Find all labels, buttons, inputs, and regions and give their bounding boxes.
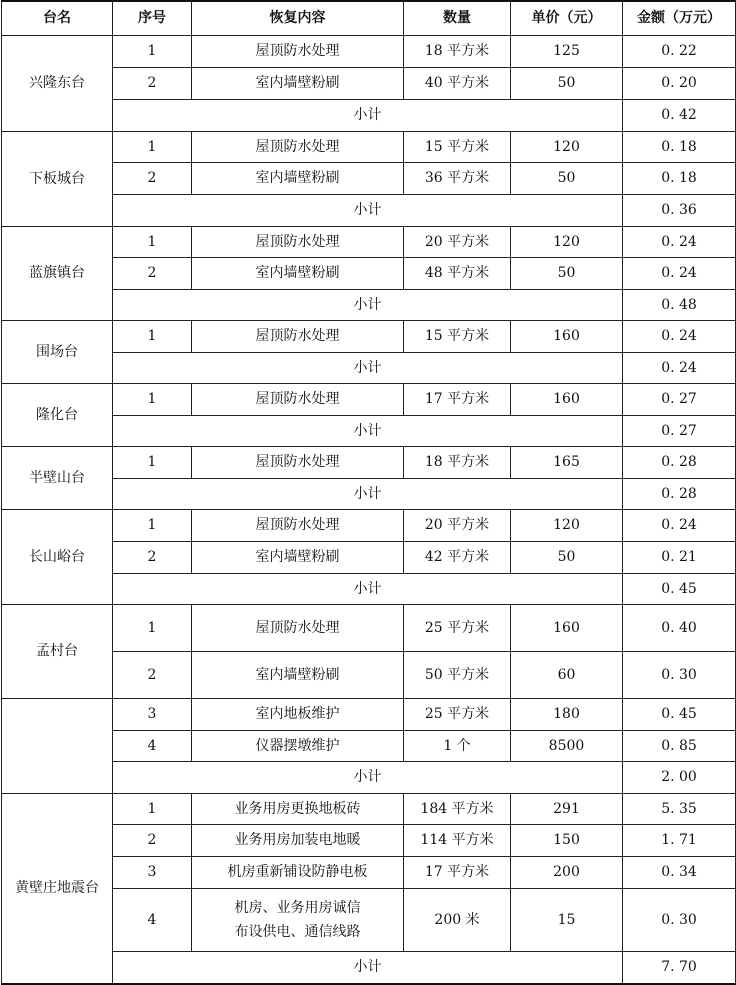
- table-row: [2, 509, 736, 541]
- station-name: 下板城台: [2, 131, 113, 226]
- qty-cell: 48 平方米: [404, 257, 511, 289]
- price-cell: 180: [511, 698, 623, 730]
- content-cell: 室内墙壁粉刷: [192, 541, 404, 573]
- station-name: [2, 698, 113, 793]
- header-station: 台名: [2, 1, 113, 35]
- subtotal-row: [2, 289, 736, 320]
- header-row: [2, 1, 736, 35]
- subtotal-row: [2, 352, 736, 383]
- amount-cell: 5. 35: [623, 793, 736, 824]
- seq-cell: 1: [113, 320, 192, 352]
- seq-cell: 1: [113, 35, 192, 67]
- qty-cell: 50 平方米: [404, 651, 511, 698]
- amount-cell: 0. 30: [623, 651, 736, 698]
- table-row: [2, 604, 736, 651]
- qty-cell: 25 平方米: [404, 604, 511, 651]
- seq-cell: 1: [113, 446, 192, 478]
- qty-cell: 15 平方米: [404, 320, 511, 352]
- subtotal-label: 小计: [113, 415, 623, 446]
- qty-cell: 20 平方米: [404, 226, 511, 257]
- amount-cell: 1. 71: [623, 824, 736, 856]
- header-content: 恢复内容: [192, 1, 404, 35]
- subtotal-row: [2, 573, 736, 604]
- table-row: [2, 226, 736, 257]
- price-cell: 150: [511, 824, 623, 856]
- qty-cell: 114 平方米: [404, 824, 511, 856]
- qty-cell: 17 平方米: [404, 383, 511, 415]
- table-row: [2, 383, 736, 415]
- subtotal-amount: 0. 42: [623, 99, 736, 131]
- subtotal-label: 小计: [113, 478, 623, 509]
- subtotal-amount: 0. 24: [623, 352, 736, 383]
- price-cell: 50: [511, 257, 623, 289]
- table-row: [2, 824, 736, 856]
- qty-cell: 25 平方米: [404, 698, 511, 730]
- subtotal-amount: 0. 48: [623, 289, 736, 320]
- subtotal-row: [2, 415, 736, 446]
- amount-cell: 0. 18: [623, 131, 736, 162]
- price-cell: 165: [511, 446, 623, 478]
- amount-cell: 0. 24: [623, 320, 736, 352]
- subtotal-label: 小计: [113, 194, 623, 226]
- content-cell: 仪器摆墩维护: [192, 730, 404, 761]
- content-cell: 屋顶防水处理: [192, 509, 404, 541]
- seq-cell: 1: [113, 226, 192, 257]
- table-row: [2, 67, 736, 99]
- seq-cell: 2: [113, 257, 192, 289]
- price-cell: 15: [511, 888, 623, 951]
- subtotal-row: [2, 951, 736, 984]
- subtotal-label: 小计: [113, 573, 623, 604]
- seq-cell: 1: [113, 509, 192, 541]
- table-row: [2, 698, 736, 730]
- content-cell: 屋顶防水处理: [192, 131, 404, 162]
- price-cell: 160: [511, 604, 623, 651]
- subtotal-amount: 7. 70: [623, 951, 736, 984]
- amount-cell: 0. 22: [623, 35, 736, 67]
- qty-cell: 17 平方米: [404, 856, 511, 888]
- price-cell: 291: [511, 793, 623, 824]
- table-row: [2, 162, 736, 194]
- cost-table: [1, 0, 736, 985]
- subtotal-label: 小计: [113, 951, 623, 984]
- amount-cell: 0. 34: [623, 856, 736, 888]
- station-name: 围场台: [2, 320, 113, 383]
- qty-cell: 200 米: [404, 888, 511, 951]
- seq-cell: 3: [113, 698, 192, 730]
- amount-cell: 0. 28: [623, 446, 736, 478]
- content-cell: 屋顶防水处理: [192, 35, 404, 67]
- seq-cell: 1: [113, 131, 192, 162]
- subtotal-row: [2, 99, 736, 131]
- price-cell: 160: [511, 320, 623, 352]
- amount-cell: 0. 40: [623, 604, 736, 651]
- subtotal-row: [2, 761, 736, 793]
- station-name: 长山峪台: [2, 509, 113, 604]
- station-name: 半壁山台: [2, 446, 113, 509]
- header-seq: 序号: [113, 1, 192, 35]
- table-row: [2, 35, 736, 67]
- seq-cell: 2: [113, 541, 192, 573]
- subtotal-amount: 0. 27: [623, 415, 736, 446]
- price-cell: 50: [511, 541, 623, 573]
- amount-cell: 0. 45: [623, 698, 736, 730]
- seq-cell: 2: [113, 651, 192, 698]
- qty-cell: 42 平方米: [404, 541, 511, 573]
- station-name: 孟村台: [2, 604, 113, 698]
- station-name: 黄壁庄地震台: [2, 793, 113, 984]
- content-cell: 机房重新铺设防静电板: [192, 856, 404, 888]
- table-row: [2, 888, 736, 951]
- content-cell: 室内地板维护: [192, 698, 404, 730]
- qty-cell: 184 平方米: [404, 793, 511, 824]
- table-row: [2, 651, 736, 698]
- seq-cell: 2: [113, 824, 192, 856]
- amount-cell: 0. 24: [623, 509, 736, 541]
- station-name: 隆化台: [2, 383, 113, 446]
- content-cell: 室内墙壁粉刷: [192, 67, 404, 99]
- seq-cell: 1: [113, 383, 192, 415]
- subtotal-row: [2, 194, 736, 226]
- qty-cell: 1 个: [404, 730, 511, 761]
- amount-cell: 0. 30: [623, 888, 736, 951]
- price-cell: 120: [511, 509, 623, 541]
- table-row: [2, 730, 736, 761]
- content-cell: [192, 888, 404, 951]
- content-cell: 室内墙壁粉刷: [192, 257, 404, 289]
- price-cell: 125: [511, 35, 623, 67]
- content-cell: 业务用房更换地板砖: [192, 793, 404, 824]
- price-cell: 120: [511, 226, 623, 257]
- content-cell: 屋顶防水处理: [192, 320, 404, 352]
- qty-cell: 18 平方米: [404, 446, 511, 478]
- content-cell: 室内墙壁粉刷: [192, 651, 404, 698]
- station-name: 蓝旗镇台: [2, 226, 113, 320]
- subtotal-label: 小计: [113, 352, 623, 383]
- price-cell: 8500: [511, 730, 623, 761]
- table-row: [2, 131, 736, 162]
- subtotal-amount: 0. 28: [623, 478, 736, 509]
- price-cell: 50: [511, 67, 623, 99]
- table-row: [2, 541, 736, 573]
- subtotal-amount: 2. 00: [623, 761, 736, 793]
- table-row: [2, 856, 736, 888]
- amount-cell: 0. 21: [623, 541, 736, 573]
- content-cell: 屋顶防水处理: [192, 604, 404, 651]
- content-cell: 屋顶防水处理: [192, 383, 404, 415]
- subtotal-label: 小计: [113, 761, 623, 793]
- price-cell: 160: [511, 383, 623, 415]
- seq-cell: 1: [113, 604, 192, 651]
- subtotal-row: [2, 478, 736, 509]
- content-cell: 屋顶防水处理: [192, 446, 404, 478]
- content-text: 机房、业务用房诚信 布设供电、通信线路: [234, 899, 361, 940]
- subtotal-amount: 0. 45: [623, 573, 736, 604]
- seq-cell: 4: [113, 888, 192, 951]
- table-row: [2, 446, 736, 478]
- qty-cell: 20 平方米: [404, 509, 511, 541]
- amount-cell: 0. 27: [623, 383, 736, 415]
- amount-cell: 0. 24: [623, 257, 736, 289]
- price-cell: 50: [511, 162, 623, 194]
- table-row: [2, 257, 736, 289]
- header-amount: 金额（万元）: [623, 1, 736, 35]
- price-cell: 60: [511, 651, 623, 698]
- table-row: [2, 793, 736, 824]
- subtotal-label: 小计: [113, 99, 623, 131]
- station-name: 兴隆东台: [2, 35, 113, 131]
- seq-cell: 4: [113, 730, 192, 761]
- qty-cell: 40 平方米: [404, 67, 511, 99]
- qty-cell: 15 平方米: [404, 131, 511, 162]
- qty-cell: 36 平方米: [404, 162, 511, 194]
- seq-cell: 1: [113, 793, 192, 824]
- header-unit-price: 单价（元）: [511, 1, 623, 35]
- content-cell: 室内墙壁粉刷: [192, 162, 404, 194]
- qty-cell: 18 平方米: [404, 35, 511, 67]
- seq-cell: 2: [113, 162, 192, 194]
- seq-cell: 2: [113, 67, 192, 99]
- price-cell: 120: [511, 131, 623, 162]
- header-qty: 数量: [404, 1, 511, 35]
- amount-cell: 0. 20: [623, 67, 736, 99]
- amount-cell: 0. 18: [623, 162, 736, 194]
- subtotal-amount: 0. 36: [623, 194, 736, 226]
- content-cell: 业务用房加装电地暖: [192, 824, 404, 856]
- subtotal-label: 小计: [113, 289, 623, 320]
- price-cell: 200: [511, 856, 623, 888]
- seq-cell: 3: [113, 856, 192, 888]
- table-row: [2, 320, 736, 352]
- amount-cell: 0. 85: [623, 730, 736, 761]
- content-cell: 屋顶防水处理: [192, 226, 404, 257]
- amount-cell: 0. 24: [623, 226, 736, 257]
